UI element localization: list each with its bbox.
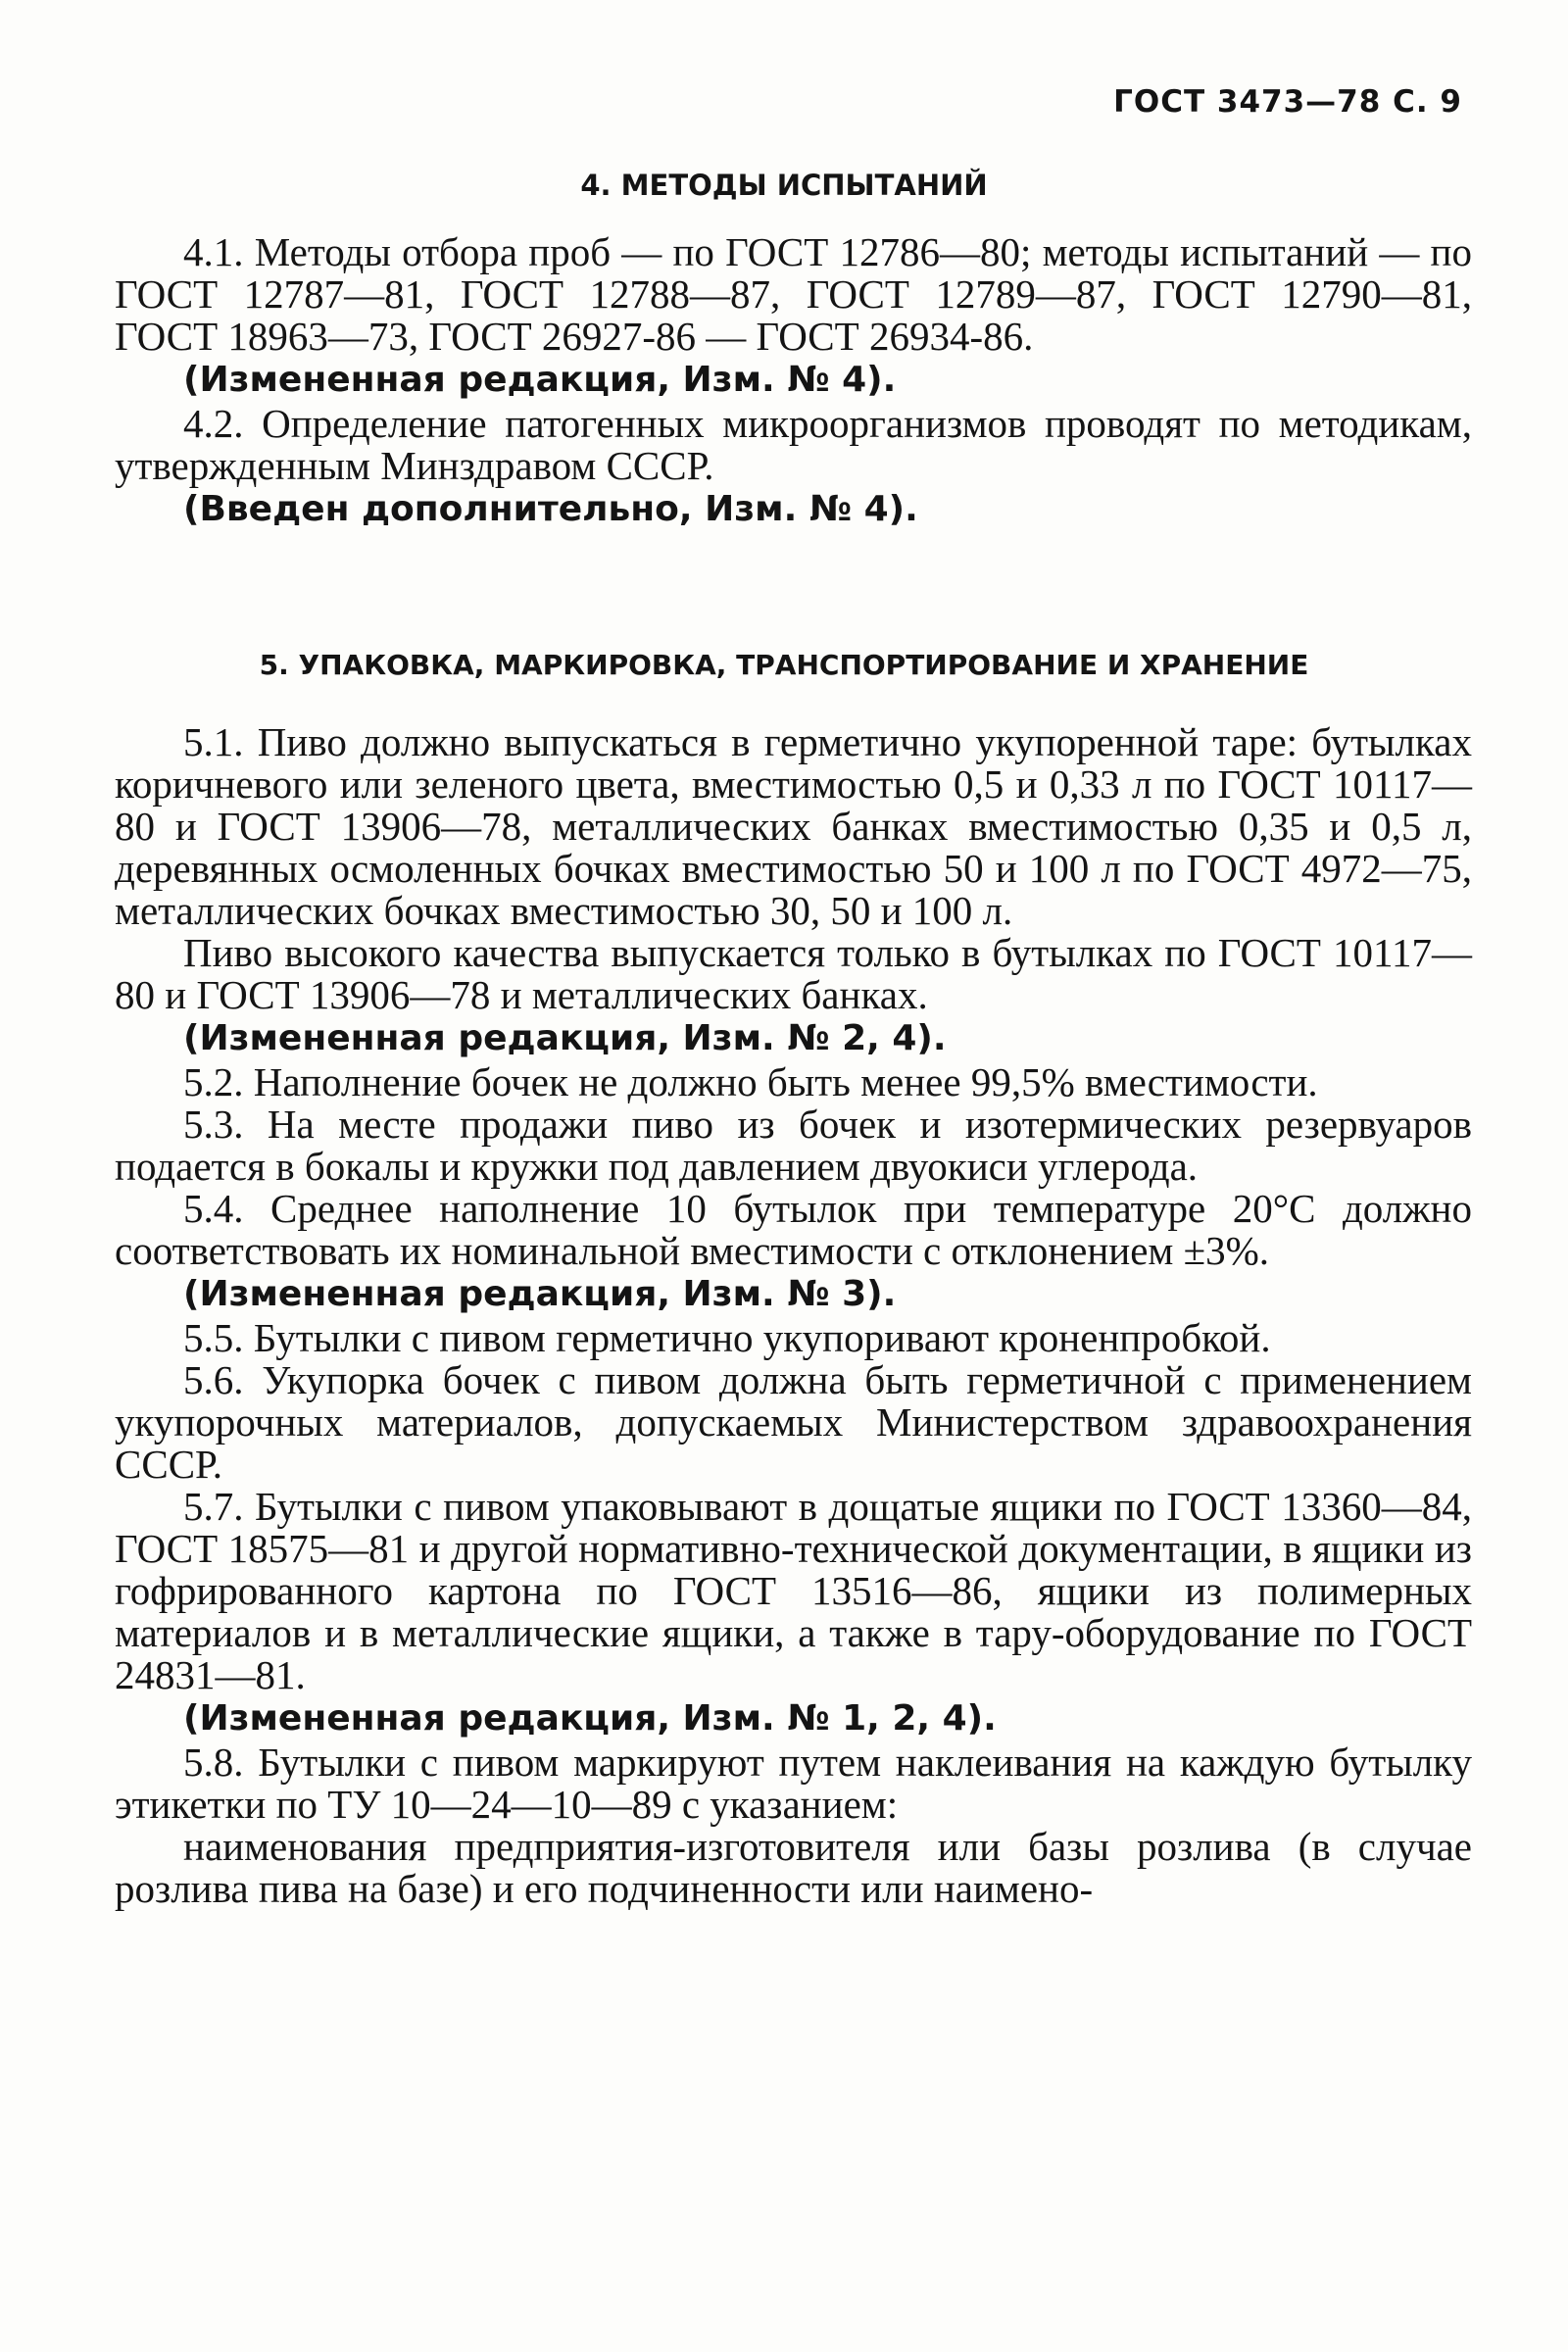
paragraph-5-7: 5.7. Бутылки с пивом упаковывают в дощатые ящики по ГОСТ 13360—84, ГОСТ 18575—81 и другой нормативно-технической документации, в ящики из гофрированного картона по ГОСТ 13516—86, ящики из полимерных материалов и в металлические ящики, а также в тару-оборудование по ГОСТ 24831—81. [115,1484,1472,1697]
section-4-title: 4. МЕТОДЫ ИСПЫТАНИЙ [580,169,988,202]
amendment-note-4-1: (Измененная редакция, Изм. № 4). [183,360,897,400]
running-head: ГОСТ 3473—78 С. 9 [1113,84,1462,120]
paragraph-5-1-b: Пиво высокого качества выпускается только в бутылках по ГОСТ 10117—80 и ГОСТ 13906—78 и металлических банках. [115,930,1472,1017]
paragraph-5-2: 5.2. Наполнение бочек не должно быть менее 99,5% вместимости. [183,1059,1318,1104]
paragraph-5-1: 5.1. Пиво должно выпускаться в герметично укупоренной таре: бутылках коричневого или зеленого цвета, вместимостью 0,5 и 0,33 л по ГОСТ 10117—80 и ГОСТ 13906—78, металлических банках вместимостью 0,35 и 0,5 л, деревянных осмоленных бочках вместимостью 50 и 100 л по ГОСТ 4972—75, металлических бочках вместимостью 30, 50 и 100 л. [115,719,1472,933]
paragraph-4-1: 4.1. Методы отбора проб — по ГОСТ 12786—80; методы испытаний — по ГОСТ 12787—81, ГОСТ 12788—87, ГОСТ 12789—87, ГОСТ 12790—81, ГОСТ 18963—73, ГОСТ 26927-86 — ГОСТ 26934-86. [115,229,1472,359]
section-5-body [115,721,1472,1910]
amendment-note-5-7: (Измененная редакция, Изм. № 1, 2, 4). [183,1698,997,1739]
amendment-note-4-2: (Введен дополнительно, Изм. № 4). [183,489,918,529]
amendment-note-5-1: (Измененная редакция, Изм. № 2, 4). [183,1018,947,1058]
paragraph-4-2: 4.2. Определение патогенных микроорганизмов проводят по методикам, утвержденным Минздравом СССР. [115,401,1472,488]
amendment-note-5-4: (Измененная редакция, Изм. № 3). [183,1274,897,1314]
section-4-body [115,231,1472,532]
section-5-title: 5. УПАКОВКА, МАРКИРОВКА, ТРАНСПОРТИРОВАНИЕ И ХРАНЕНИЕ [259,649,1309,681]
paragraph-5-5: 5.5. Бутылки с пивом герметично укупоривают кроненпробкой. [183,1315,1271,1360]
paragraph-5-3: 5.3. На месте продажи пиво из бочек и изотермических резервуаров подается в бокалы и кружки под давлением двуокиси углерода. [115,1102,1472,1189]
paragraph-5-4: 5.4. Среднее наполнение 10 бутылок при температуре 20°С должно соответствовать их номинальной вместимости с отклонением ±3%. [115,1186,1472,1273]
paragraph-5-8: 5.8. Бутылки с пивом маркируют путем наклеивания на каждую бутылку этикетки по ТУ 10—24—10—89 с указанием: [115,1740,1472,1827]
paragraph-5-8-a: наименования предприятия-изготовителя или базы розлива (в случае розлива пива на базе) и его подчиненности или наимено- [115,1824,1472,1911]
paragraph-5-6: 5.6. Укупорка бочек с пивом должна быть герметичной с применением укупорочных материалов, допускаемых Министерством здравоохранения СССР. [115,1357,1472,1487]
